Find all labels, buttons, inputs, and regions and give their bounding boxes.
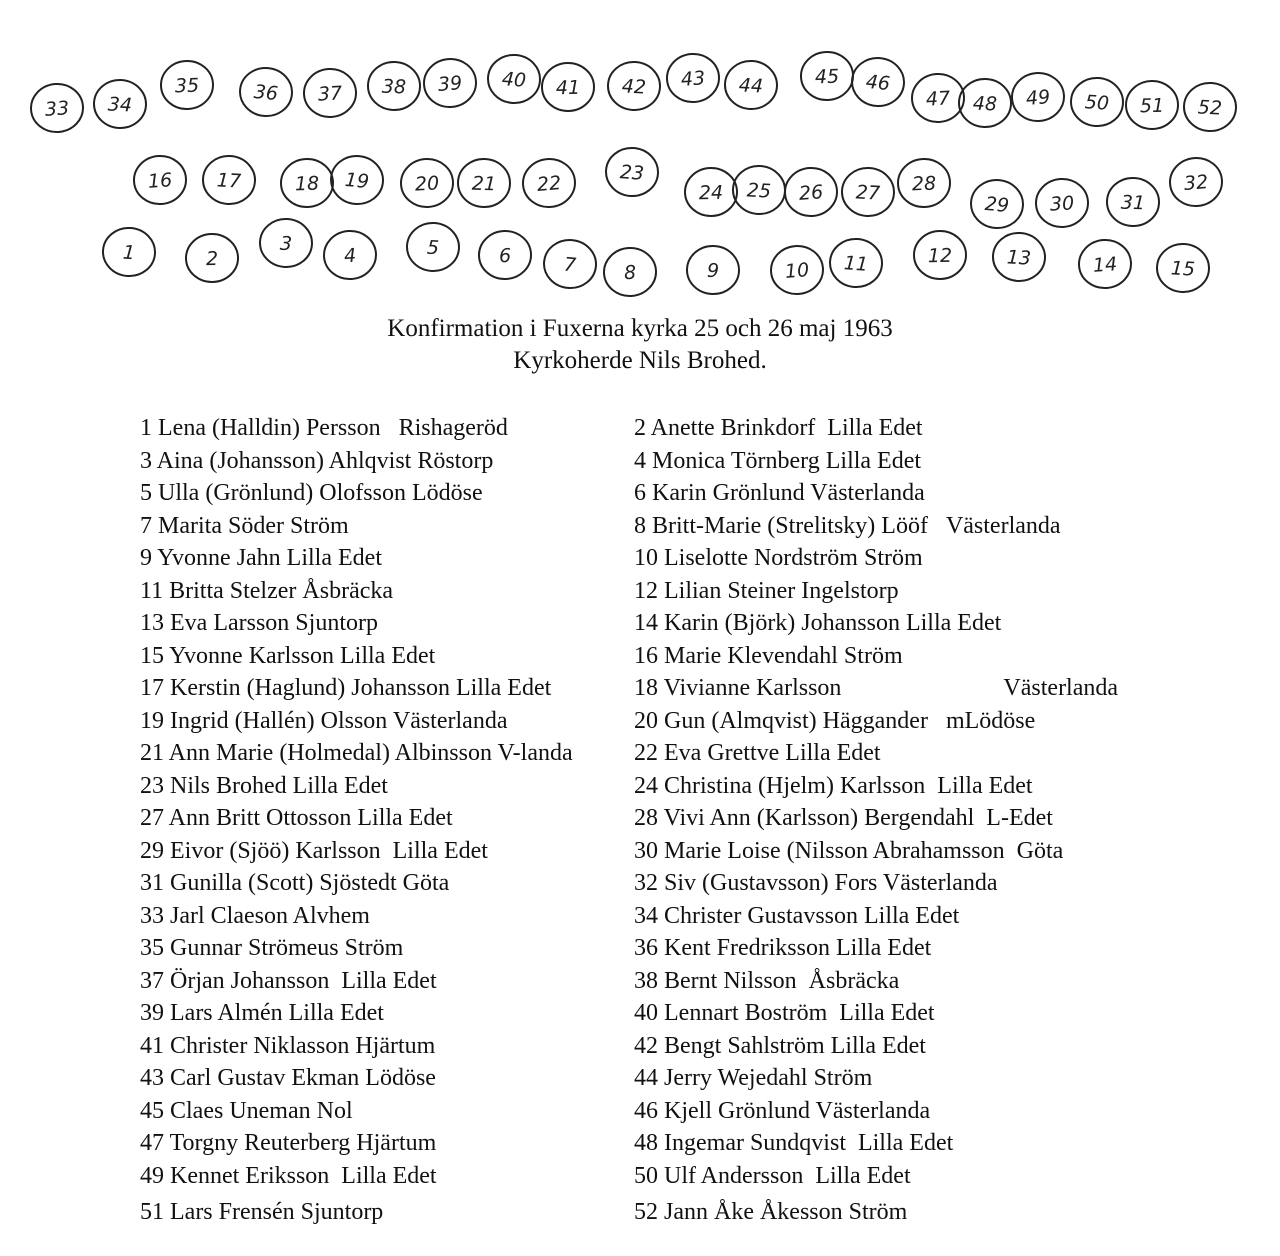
seat-circle-34 bbox=[93, 79, 147, 130]
seat-number: 13 bbox=[1006, 246, 1032, 270]
seat-circle-8 bbox=[603, 247, 657, 298]
seat-number: 18 bbox=[294, 172, 320, 196]
seat-number: 52 bbox=[1197, 96, 1223, 120]
seat-circle-7 bbox=[542, 238, 598, 290]
entry-item: 52 Jann Åke Åkesson Ström bbox=[634, 1199, 908, 1225]
entries-left-column bbox=[140, 412, 660, 1229]
entry-item: 33 Jarl Claeson Alvhem bbox=[140, 902, 370, 929]
seat-number: 10 bbox=[784, 258, 811, 284]
seat-circle-44 bbox=[724, 60, 778, 111]
seat-circle-22 bbox=[521, 157, 577, 209]
seat-circle-31 bbox=[1106, 177, 1160, 227]
seat-number: 7 bbox=[562, 253, 577, 277]
seat-number: 22 bbox=[536, 171, 563, 197]
entry-item: 10 Liselotte Nordström Ström bbox=[634, 545, 923, 571]
entry-item: 27 Ann Britt Ottosson Lilla Edet bbox=[140, 805, 453, 831]
entry-item: 14 Karin (Björk) Johansson Lilla Edet bbox=[634, 610, 1002, 636]
seat-circle-16 bbox=[132, 154, 187, 206]
entry-item: 51 Lars Frensén Sjuntorp bbox=[140, 1199, 384, 1225]
seat-circle-32 bbox=[1168, 156, 1224, 208]
entry-item: 45 Claes Uneman Nol bbox=[140, 1097, 353, 1124]
seat-number: 46 bbox=[864, 70, 891, 96]
seat-number: 9 bbox=[706, 259, 720, 283]
seat-circle-3 bbox=[259, 218, 313, 269]
seat-circle-6 bbox=[478, 230, 532, 280]
seat-circle-2 bbox=[186, 234, 239, 283]
entry-item: 37 Örjan Johansson Lilla Edet bbox=[140, 967, 437, 994]
seat-number: 36 bbox=[252, 80, 279, 106]
entry-item: 19 Ingrid (Hallén) Olsson Västerlanda bbox=[140, 707, 508, 734]
page-title: Konfirmation i Fuxerna kyrka 25 och 26 maj 1963 bbox=[387, 315, 893, 342]
entry-item: 50 Ulf Andersson Lilla Edet bbox=[634, 1162, 911, 1189]
seat-number: 48 bbox=[972, 92, 998, 116]
entry-item: 15 Yvonne Karlsson Lilla Edet bbox=[140, 642, 436, 669]
seat-number: 20 bbox=[414, 172, 440, 196]
seat-number: 6 bbox=[498, 244, 512, 268]
seat-number: 19 bbox=[343, 168, 370, 194]
entry-item: 9 Yvonne Jahn Lilla Edet bbox=[140, 545, 382, 571]
entry-item: 47 Torgny Reuterberg Hjärtum bbox=[140, 1130, 437, 1156]
entry-item: 32 Siv (Gustavsson) Fors Västerlanda bbox=[634, 870, 998, 896]
seat-circle-25 bbox=[732, 165, 786, 216]
entry-item: 13 Eva Larsson Sjuntorp bbox=[140, 610, 378, 636]
seat-circle-11 bbox=[828, 237, 883, 289]
seat-number: 11 bbox=[843, 252, 869, 276]
seat-number: 34 bbox=[107, 93, 133, 117]
entry-item: 11 Britta Stelzer Åsbräcka bbox=[140, 577, 394, 604]
entry-item: 24 Christina (Hjelm) Karlsson Lilla Edet bbox=[634, 772, 1033, 799]
entry-item: 38 Bernt Nilsson Åsbräcka bbox=[634, 967, 900, 994]
entry-item: 44 Jerry Wejedahl Ström bbox=[634, 1065, 873, 1091]
seat-number: 1 bbox=[122, 241, 136, 265]
seat-number: 30 bbox=[1049, 192, 1075, 216]
entry-item: 12 Lilian Steiner Ingelstorp bbox=[634, 577, 899, 604]
seat-circle-50 bbox=[1069, 76, 1124, 128]
seat-number: 2 bbox=[205, 247, 219, 271]
seat-circle-1 bbox=[101, 226, 156, 278]
seat-number: 32 bbox=[1183, 170, 1210, 196]
entries-right-column bbox=[634, 412, 1194, 1229]
seat-circle-49 bbox=[1010, 71, 1066, 123]
seat-circle-20 bbox=[400, 158, 454, 209]
seat-number: 31 bbox=[1120, 191, 1146, 215]
seat-number: 37 bbox=[317, 82, 343, 106]
entry-item: 40 Lennart Boström Lilla Edet bbox=[634, 1000, 935, 1026]
seat-circle-9 bbox=[686, 245, 740, 295]
seat-number: 14 bbox=[1092, 253, 1118, 277]
entry-item: 23 Nils Brohed Lilla Edet bbox=[140, 772, 388, 799]
entry-item: 3 Aina (Johansson) Ahlqvist Röstorp bbox=[140, 447, 494, 474]
entry-item: 48 Ingemar Sundqvist Lilla Edet bbox=[634, 1130, 954, 1156]
seat-circle-37 bbox=[303, 68, 357, 119]
seat-circle-17 bbox=[202, 155, 256, 206]
seat-circle-21 bbox=[457, 158, 511, 208]
seat-number: 51 bbox=[1139, 94, 1165, 118]
seat-number: 29 bbox=[983, 192, 1010, 218]
seat-number: 24 bbox=[698, 181, 724, 205]
seat-number: 28 bbox=[911, 172, 937, 196]
entry-item: 43 Carl Gustav Ekman Lödöse bbox=[140, 1065, 436, 1091]
entry-item: 6 Karin Grönlund Västerlanda bbox=[634, 480, 925, 506]
entry-item: 46 Kjell Grönlund Västerlanda bbox=[634, 1097, 931, 1124]
seat-number: 17 bbox=[216, 169, 242, 193]
seat-circle-12 bbox=[914, 231, 967, 280]
seat-circle-4 bbox=[322, 229, 377, 281]
seat-circle-19 bbox=[329, 154, 385, 206]
entry-item: 22 Eva Grettve Lilla Edet bbox=[634, 740, 881, 766]
seat-circle-41 bbox=[542, 63, 595, 112]
seat-circle-47 bbox=[911, 73, 965, 124]
seat-number: 3 bbox=[279, 232, 293, 256]
seat-number: 45 bbox=[814, 65, 840, 89]
seat-circle-18 bbox=[280, 158, 334, 208]
seat-number: 41 bbox=[555, 76, 581, 100]
seat-circle-52 bbox=[1183, 82, 1237, 133]
entry-item: 35 Gunnar Strömeus Ström bbox=[140, 935, 404, 961]
seat-circle-45 bbox=[800, 51, 854, 101]
seat-circle-42 bbox=[607, 61, 661, 112]
seat-circle-39 bbox=[422, 57, 478, 109]
seat-circle-10 bbox=[769, 244, 825, 296]
seat-circle-35 bbox=[160, 60, 214, 110]
entry-item: 39 Lars Almén Lilla Edet bbox=[140, 1000, 384, 1026]
entry-item: 5 Ulla (Grönlund) Olofsson Lödöse bbox=[140, 480, 483, 506]
seat-circle-27 bbox=[841, 167, 895, 218]
seat-circle-43 bbox=[665, 52, 720, 104]
seat-number: 49 bbox=[1025, 85, 1052, 111]
entry-item: 20 Gun (Almqvist) Häggander mLödöse bbox=[634, 707, 1036, 734]
entry-item: 31 Gunilla (Scott) Sjöstedt Göta bbox=[140, 870, 450, 896]
seat-number: 42 bbox=[621, 75, 647, 99]
seat-number: 39 bbox=[437, 71, 464, 97]
seat-number: 38 bbox=[381, 75, 407, 99]
entry-item: 8 Britt-Marie (Strelitsky) Lööf Västerlanda bbox=[634, 512, 1061, 539]
seat-circle-36 bbox=[238, 66, 294, 118]
seat-number: 43 bbox=[680, 67, 706, 91]
seat-circle-40 bbox=[486, 53, 541, 105]
entry-item: 17 Kerstin (Haglund) Johansson Lilla Edet bbox=[140, 675, 552, 701]
entry-item: 21 Ann Marie (Holmedal) Albinsson V-landa bbox=[140, 740, 573, 766]
entry-item: 4 Monica Törnberg Lilla Edet bbox=[634, 447, 922, 474]
seat-number: 8 bbox=[623, 261, 637, 285]
entry-item: 16 Marie Klevendahl Ström bbox=[634, 642, 903, 669]
seat-circle-51 bbox=[1126, 81, 1179, 130]
seat-circle-15 bbox=[1156, 243, 1210, 294]
seat-circle-33 bbox=[29, 82, 84, 134]
seat-number: 15 bbox=[1170, 257, 1196, 281]
seat-number: 25 bbox=[746, 179, 772, 203]
seat-circle-29 bbox=[969, 178, 1025, 230]
seat-circle-23 bbox=[604, 146, 659, 198]
seat-number: 27 bbox=[855, 181, 881, 205]
page-subtitle: Kyrkoherde Nils Brohed. bbox=[513, 347, 767, 374]
seat-circle-30 bbox=[1035, 178, 1089, 229]
entry-item: 29 Eivor (Sjöö) Karlsson Lilla Edet bbox=[140, 837, 488, 864]
seat-number: 12 bbox=[927, 244, 953, 268]
entry-item: 34 Christer Gustavsson Lilla Edet bbox=[634, 902, 960, 929]
seat-circle-14 bbox=[1077, 238, 1132, 290]
entry-item: 2 Anette Brinkdorf Lilla Edet bbox=[634, 415, 923, 441]
entry-item: 18 Vivianne Karlsson Västerlanda bbox=[634, 675, 1119, 701]
seat-circle-26 bbox=[783, 166, 838, 218]
seat-number: 4 bbox=[343, 244, 357, 268]
seat-number: 16 bbox=[147, 169, 173, 193]
entry-item: 28 Vivi Ann (Karlsson) Bergendahl L-Edet bbox=[634, 805, 1053, 831]
seat-number: 21 bbox=[471, 172, 497, 196]
seat-circle-46 bbox=[850, 56, 906, 108]
entry-item: 41 Christer Niklasson Hjärtum bbox=[140, 1032, 436, 1059]
seat-circle-48 bbox=[958, 78, 1012, 128]
entry-item: 1 Lena (Halldin) Persson Rishageröd bbox=[140, 415, 508, 441]
seat-circle-5 bbox=[406, 222, 460, 273]
seat-number: 5 bbox=[426, 236, 440, 260]
seat-circle-38 bbox=[367, 61, 421, 111]
seat-number: 40 bbox=[501, 68, 527, 92]
entry-item: 42 Bengt Sahlström Lilla Edet bbox=[634, 1032, 926, 1059]
seat-number: 35 bbox=[174, 74, 200, 98]
entry-item: 30 Marie Loise (Nilsson Abrahamsson Göta bbox=[634, 837, 1064, 864]
seat-number: 44 bbox=[738, 74, 764, 98]
entry-item: 36 Kent Fredriksson Lilla Edet bbox=[634, 935, 932, 961]
entry-item: 49 Kennet Eriksson Lilla Edet bbox=[140, 1162, 437, 1189]
seat-number: 23 bbox=[619, 161, 645, 185]
seat-number: 47 bbox=[925, 87, 951, 111]
seat-circle-13 bbox=[992, 232, 1046, 283]
seat-number: 26 bbox=[798, 181, 824, 205]
seating-diagram bbox=[0, 0, 1280, 310]
seat-circle-24 bbox=[685, 168, 738, 217]
seat-number: 33 bbox=[44, 97, 70, 121]
entry-item: 7 Marita Söder Ström bbox=[140, 512, 349, 539]
seat-number: 50 bbox=[1084, 91, 1110, 115]
seat-circle-28 bbox=[897, 158, 951, 208]
